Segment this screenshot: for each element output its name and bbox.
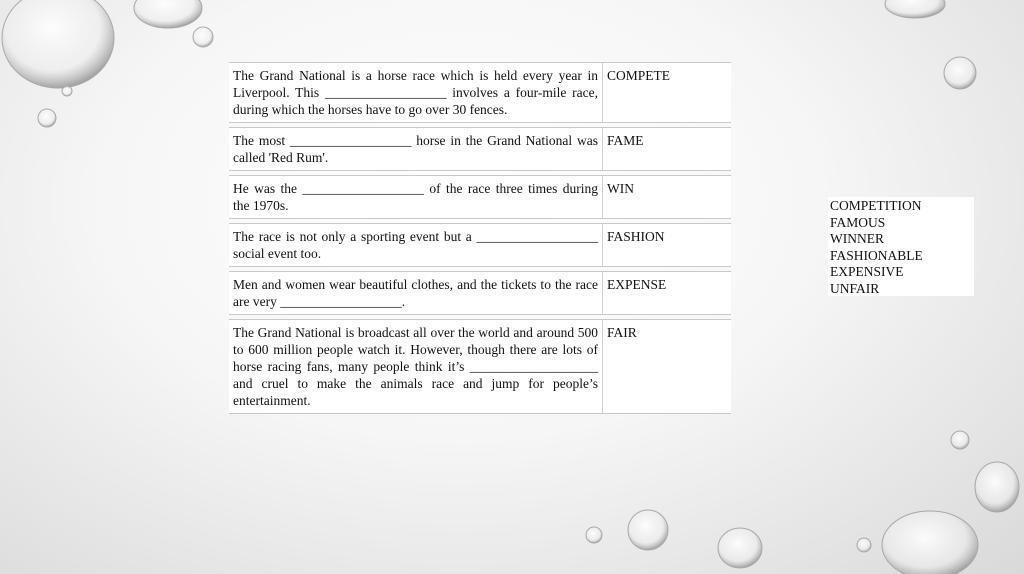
root-word-cell: FAIR (607, 325, 637, 340)
answer-item: WINNER (830, 231, 884, 246)
table-row (229, 175, 731, 219)
table-row (229, 319, 731, 414)
drop (38, 109, 56, 127)
answer-item: EXPENSIVE (830, 264, 904, 279)
drop (718, 528, 762, 568)
answer-key (828, 197, 974, 296)
sentence-cell: The most __________________ horse in the Grand National was called 'Red Rum'. (229, 128, 603, 170)
answer-item: COMPETITION (830, 198, 922, 213)
drop (62, 86, 72, 96)
answer-item: FAMOUS (830, 214, 886, 230)
drop (586, 527, 602, 543)
table-row (229, 62, 731, 123)
drop (2, 0, 114, 88)
answer-item: UNFAIR (830, 280, 880, 296)
word-formation-table (229, 62, 731, 418)
table-row (229, 127, 731, 171)
sentence-cell: The Grand National is broadcast all over the world and around 500 to 600 million people watch it. However, though there are lots of horse racing fans, many people think it’s ___________________ and cruel to make the animals race and jump for people’s entertainment. (229, 320, 603, 413)
root-word-cell: WIN (607, 181, 634, 196)
root-word-cell: FAME (607, 133, 644, 148)
drop (975, 462, 1019, 512)
root-word-cell: FASHION (607, 229, 665, 244)
table-row (229, 223, 731, 267)
sentence-cell: He was the __________________ of the race three times during the 1970s. (229, 176, 603, 218)
drop (193, 27, 213, 47)
drop (882, 511, 978, 574)
drop (628, 510, 668, 550)
drop (944, 57, 976, 89)
sentence-cell: The Grand National is a horse race which is held every year in Liverpool. This __________________ involves a four-mile race, during which the horses have to go over 30 fences. (229, 63, 603, 122)
drop (857, 538, 871, 552)
sentence-cell: The race is not only a sporting event but a __________________ social event too. (229, 224, 603, 266)
sentence-cell: Men and women wear beautiful clothes, and the tickets to the race are very __________________. (229, 272, 603, 314)
table-row (229, 271, 731, 315)
answer-item: FASHIONABLE (830, 247, 923, 263)
drop (885, 0, 945, 18)
drop (951, 431, 969, 449)
root-word-cell: COMPETE (607, 68, 671, 83)
root-word-cell: EXPENSE (607, 277, 667, 292)
drop (134, 0, 202, 28)
